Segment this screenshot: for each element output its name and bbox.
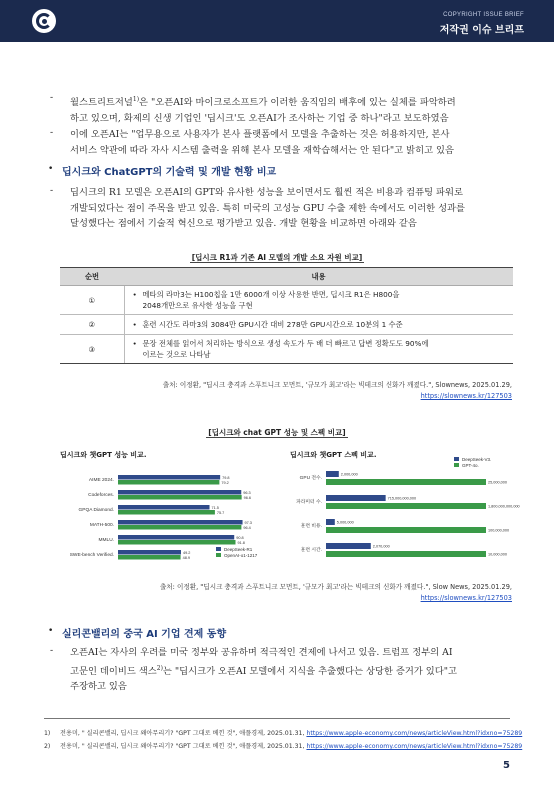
category-label: MATH-500.: [89, 523, 114, 528]
data-label: 90.8: [236, 535, 244, 540]
bar: [118, 490, 241, 495]
bar: [326, 543, 371, 549]
table-cell-text: • 문장 전체를 읽어서 처리하는 방식으로 생성 속도가 두 배 더 빠르고 답변 정확도도 90%에 이르는 것으로 나타남: [124, 335, 513, 364]
footnote: 1) 전용미, " 실리콘밸리, 딥시크 왜아무리기? "GPT 그대로 베낀 것", 애플경제, 2025.01.31, https://www.apple-economy.com/news/articleView.html?idxno=75289: [44, 730, 523, 737]
category-label: Codeforces.: [88, 493, 114, 498]
paragraph-openai: 이에 오픈AI는 "업무용으로 사용자가 본사 플랫폼에서 모델을 추출하는 것은 허용하지만, 본사 서비스 약관에 따라 자사 시스템 출력을 위해 본사 모델을 재학습해서는 안 된다"고 밝히고 있음: [70, 129, 454, 156]
table-source: 출처: 이정환, "딥시크 충격과 스푸트니크 모먼트, '규모가 최고'라는 빅테크의 신화가 깨졌다.", Slownews, 2025.01.29, https://slownews.kr/127503: [162, 381, 512, 400]
bar: [326, 527, 486, 533]
legend-swatch: [216, 553, 221, 557]
dash-marker: -: [50, 185, 54, 196]
category-label: 훈련 비용.: [300, 524, 322, 529]
data-label: 2,070,000: [372, 544, 390, 549]
dash-marker: -: [50, 645, 54, 656]
data-label: 79.8: [222, 475, 230, 480]
section-heading: 딥시크와 ChatGPT의 기술력 및 개발 현황 비교: [62, 167, 277, 178]
legend-swatch: [454, 457, 459, 461]
data-label: 75.7: [216, 510, 225, 515]
data-label: 79.2: [221, 480, 229, 485]
data-label: 96.6: [243, 495, 252, 500]
data-label: 96.3: [243, 490, 251, 495]
section-heading: 실리콘밸리의 중국 AI 기업 견제 동향: [62, 629, 227, 640]
table-cell-text: • 훈련 시간도 라마3의 3084만 GPU시간 대비 278만 GPU시간으로 10분의 1 수준: [124, 315, 513, 335]
dash-marker: -: [50, 92, 54, 103]
category-label: GPU 전수.: [299, 476, 322, 481]
data-label: 97.3: [244, 520, 252, 525]
figure-caption: [딥시크와 chat GPT 성능 및 스펙 비교]: [208, 428, 346, 437]
bar: [118, 480, 219, 485]
paragraph-silicon-valley: 오픈AI는 자사의 우려를 미국 정부와 공유하며 적극적인 견제에 나서고 있음. 트럼프 정부의 AI 고문인 데이비드 색스$^{2)}$는 "딥시크가 오픈AI 모델에서 지식을 추출했다는 상당한 증거가 있다"고 주장하고 있음: [70, 647, 457, 693]
data-label: 71.5: [211, 505, 219, 510]
table-cell-num: ③: [60, 335, 124, 364]
data-label: 96.4: [243, 525, 251, 530]
bar: [326, 519, 335, 525]
footnote-link[interactable]: https://www.apple-economy.com/news/articleView.html?idxno=75289: [306, 743, 523, 750]
table-cell-num: ②: [60, 315, 124, 335]
source-link[interactable]: https://slownews.kr/127503: [420, 392, 512, 400]
header-en-title: COPYRIGHT ISSUE BRIEF: [443, 12, 524, 18]
table-header: 내용: [124, 268, 513, 286]
legend-swatch: [216, 547, 221, 551]
table-cell-text: • 메타의 라마3는 H100칩을 1만 6000개 이상 사용한 반면, 딥시크 R1은 H800을 2048개만으로 유사한 성능을 구현: [124, 286, 513, 315]
data-label: 91.8: [237, 540, 245, 545]
data-label: 100,000,000: [488, 528, 510, 533]
source-link[interactable]: https://slownews.kr/127503: [420, 594, 512, 602]
section-bullet: •: [48, 164, 54, 174]
comparison-table: [60, 267, 513, 364]
category-label: GPQA Diamond.: [78, 508, 114, 513]
bar: [118, 495, 242, 500]
bar: [118, 535, 234, 540]
performance-chart: [56, 448, 278, 573]
footnote-divider: [44, 718, 510, 719]
paragraph-wsj: 월스트리트저널$^{1)}$은 "오픈AI와 마이크로소프트가 이러한 움직임의 배후에 있는 실체를 파악하려 하고 있으며, 화제의 신생 기업인 '딥시크'도 오픈AI가 조사하는 기업 중 하나"라고 보도하였음: [70, 96, 456, 124]
bar: [326, 503, 486, 509]
data-label: 49.2: [182, 550, 191, 555]
category-label: AIME 2024.: [88, 478, 114, 483]
bar: [118, 475, 220, 480]
category-label: 파라미터 수.: [296, 500, 322, 505]
bar: [326, 551, 486, 557]
header-ko-title: 저작권 이슈 브리프: [439, 25, 524, 36]
performance-chart-svg: [56, 461, 278, 573]
table-cell-num: ①: [60, 286, 124, 315]
logo-icon: [32, 9, 56, 33]
figure-source: 출처: 이정환, "딥시크 충격과 스푸트니크 모먼트, '규모가 최고'라는 빅테크의 신화가 깨졌다.", Slow News, 2025.01.29, https://slownews.kr/127503: [159, 583, 512, 602]
bar: [118, 525, 241, 530]
legend-swatch: [454, 463, 459, 467]
chart-title: 딥시크와 챗GPT 성능 비교.: [60, 451, 147, 459]
bar: [326, 495, 386, 501]
legend-label: GPT-4o.: [462, 463, 479, 468]
data-label: 48.9: [182, 555, 190, 560]
chart-title: 딥시크와 챗GPT 스펙 비교.: [290, 451, 377, 459]
table-caption: [딥시크 R1과 기존 AI 모델의 개발 소요 자원 비교]: [191, 253, 363, 262]
bar: [118, 510, 215, 515]
spec-chart: [286, 448, 520, 573]
bar: [118, 505, 210, 510]
data-label: 715,000,000,000: [387, 496, 417, 501]
bar: [118, 555, 181, 560]
table-row: [60, 315, 513, 335]
data-label: 10,000,000: [488, 552, 508, 557]
legend-label: DeepSeek-R1: [224, 547, 253, 552]
bar: [118, 520, 243, 525]
data-label: 5,000,000: [336, 520, 354, 525]
category-label: SWE-bench Verified.: [69, 553, 114, 558]
bar: [118, 540, 236, 545]
table-header: 순번: [60, 268, 124, 286]
footnote: 2) 전용미, " 실리콘밸리, 딥시크 왜아무리기? "GPT 그대로 베낀 것", 애플경제, 2025.01.31, https://www.apple-economy.com/news/articleView.html?idxno=75289: [44, 743, 523, 750]
data-label: 25,000,000: [488, 480, 508, 485]
paragraph-deepseek: 딥시크의 R1 모델은 오픈AI의 GPT와 유사한 성능을 보이면서도 훨씬 적은 비용과 컴퓨팅 파워로 개발되었다는 점이 주목을 받고 있음. 특히 미국의 고성능 GPU 수출 제한 속에서도 이러한 성과를 달성했다는 점에서 기술적 혁신으로 평가받고 있음. 개발 현황을 비교하면 아래와 같음: [70, 187, 466, 229]
category-label: MMLU.: [98, 538, 114, 543]
section-bullet: •: [48, 626, 54, 636]
legend-label: OpenAI-o1-1217: [224, 553, 258, 558]
page-header: [0, 0, 554, 42]
bar: [118, 550, 181, 555]
data-label: 1,800,000,000,000: [488, 504, 520, 509]
data-label: 2,000,000: [340, 472, 358, 477]
page-number: 5: [503, 760, 510, 771]
footnote-link[interactable]: https://www.apple-economy.com/news/articleView.html?idxno=75289: [306, 730, 523, 737]
table-header-row: [60, 268, 513, 286]
table-row: [60, 286, 513, 315]
legend-label: DeepSeek-V3.: [462, 457, 492, 462]
bar: [326, 479, 486, 485]
bar: [326, 471, 339, 477]
spec-chart-svg: [286, 457, 520, 573]
table-row: [60, 335, 513, 364]
dash-marker: -: [50, 127, 54, 138]
category-label: 훈련 시간.: [300, 548, 322, 553]
